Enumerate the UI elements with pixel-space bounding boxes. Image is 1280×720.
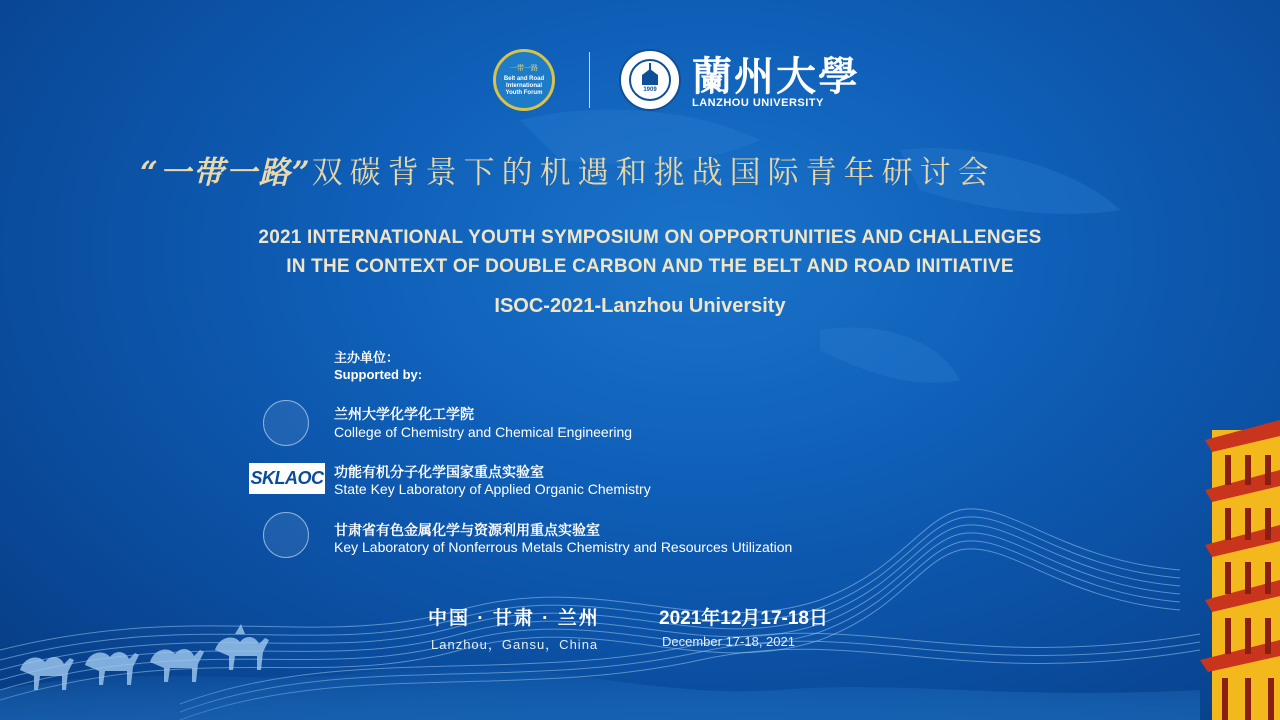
supporters-label-english: Supported by:: [334, 367, 423, 382]
forum-logo-line-3: Youth Forum: [505, 90, 543, 96]
supporter-1-name-chinese: 兰州大学化学化工学院: [334, 406, 474, 422]
college-seal-icon: [263, 512, 309, 558]
pagoda-tower: [1200, 420, 1280, 720]
supporter-1-name-english: College of Chemistry and Chemical Engineering: [334, 424, 633, 440]
forum-logo-top-text: 一带一路: [510, 65, 538, 72]
university-name-chinese: 蘭州大學: [692, 53, 860, 100]
forum-logo-line-2: International: [505, 83, 542, 89]
location-chinese: 中国 · 甘肃 · 兰州: [428, 608, 600, 629]
title-english-line-1: 2021 INTERNATIONAL YOUTH SYMPOSIUM ON OPPORTUNITIES AND CHALLENGES: [258, 227, 1042, 248]
symposium-short-name: ISOC-2021-Lanzhou University: [494, 295, 786, 317]
skl-logo-text: SKLAOC: [250, 468, 324, 488]
title-chinese: [140, 147, 1140, 192]
date-chinese: 2021年12月17-18日: [659, 608, 828, 629]
university-seal-icon: [619, 49, 681, 111]
location-english: Lanzhou，Gansu，China: [431, 637, 599, 652]
supporter-3-name-english: Key Laboratory of Nonferrous Metals Chemistry and Resources Utilization: [334, 539, 793, 555]
supporters-label-chinese: 主办单位：: [334, 350, 400, 365]
belt-and-road-forum-logo: [493, 49, 555, 111]
date-english: December 17-18, 2021: [662, 634, 795, 649]
logo-divider: [589, 52, 590, 108]
belt-and-road-calligraphy: “一带一路”: [140, 155, 312, 191]
supporter-2-name-chinese: 功能有机分子化学国家重点实验室: [334, 464, 544, 480]
supporter-2-name-english: State Key Laboratory of Applied Organic Chemistry: [334, 481, 651, 497]
supporter-3-name-chinese: 甘肃省有色金属化学与资源利用重点实验室: [334, 522, 600, 538]
college-seal-icon: [263, 400, 309, 446]
title-chinese-text: 双碳背景下的机遇和挑战国际青年研讨会: [311, 155, 996, 191]
title-english-line-2: IN THE CONTEXT OF DOUBLE CARBON AND THE BELT AND ROAD INITIATIVE: [286, 256, 1014, 277]
seal-year: 1909: [643, 87, 657, 93]
forum-logo-line-1: Belt and Road: [503, 76, 545, 82]
skl-logo: [249, 463, 325, 494]
university-name-english: LANZHOU UNIVERSITY: [692, 97, 824, 109]
